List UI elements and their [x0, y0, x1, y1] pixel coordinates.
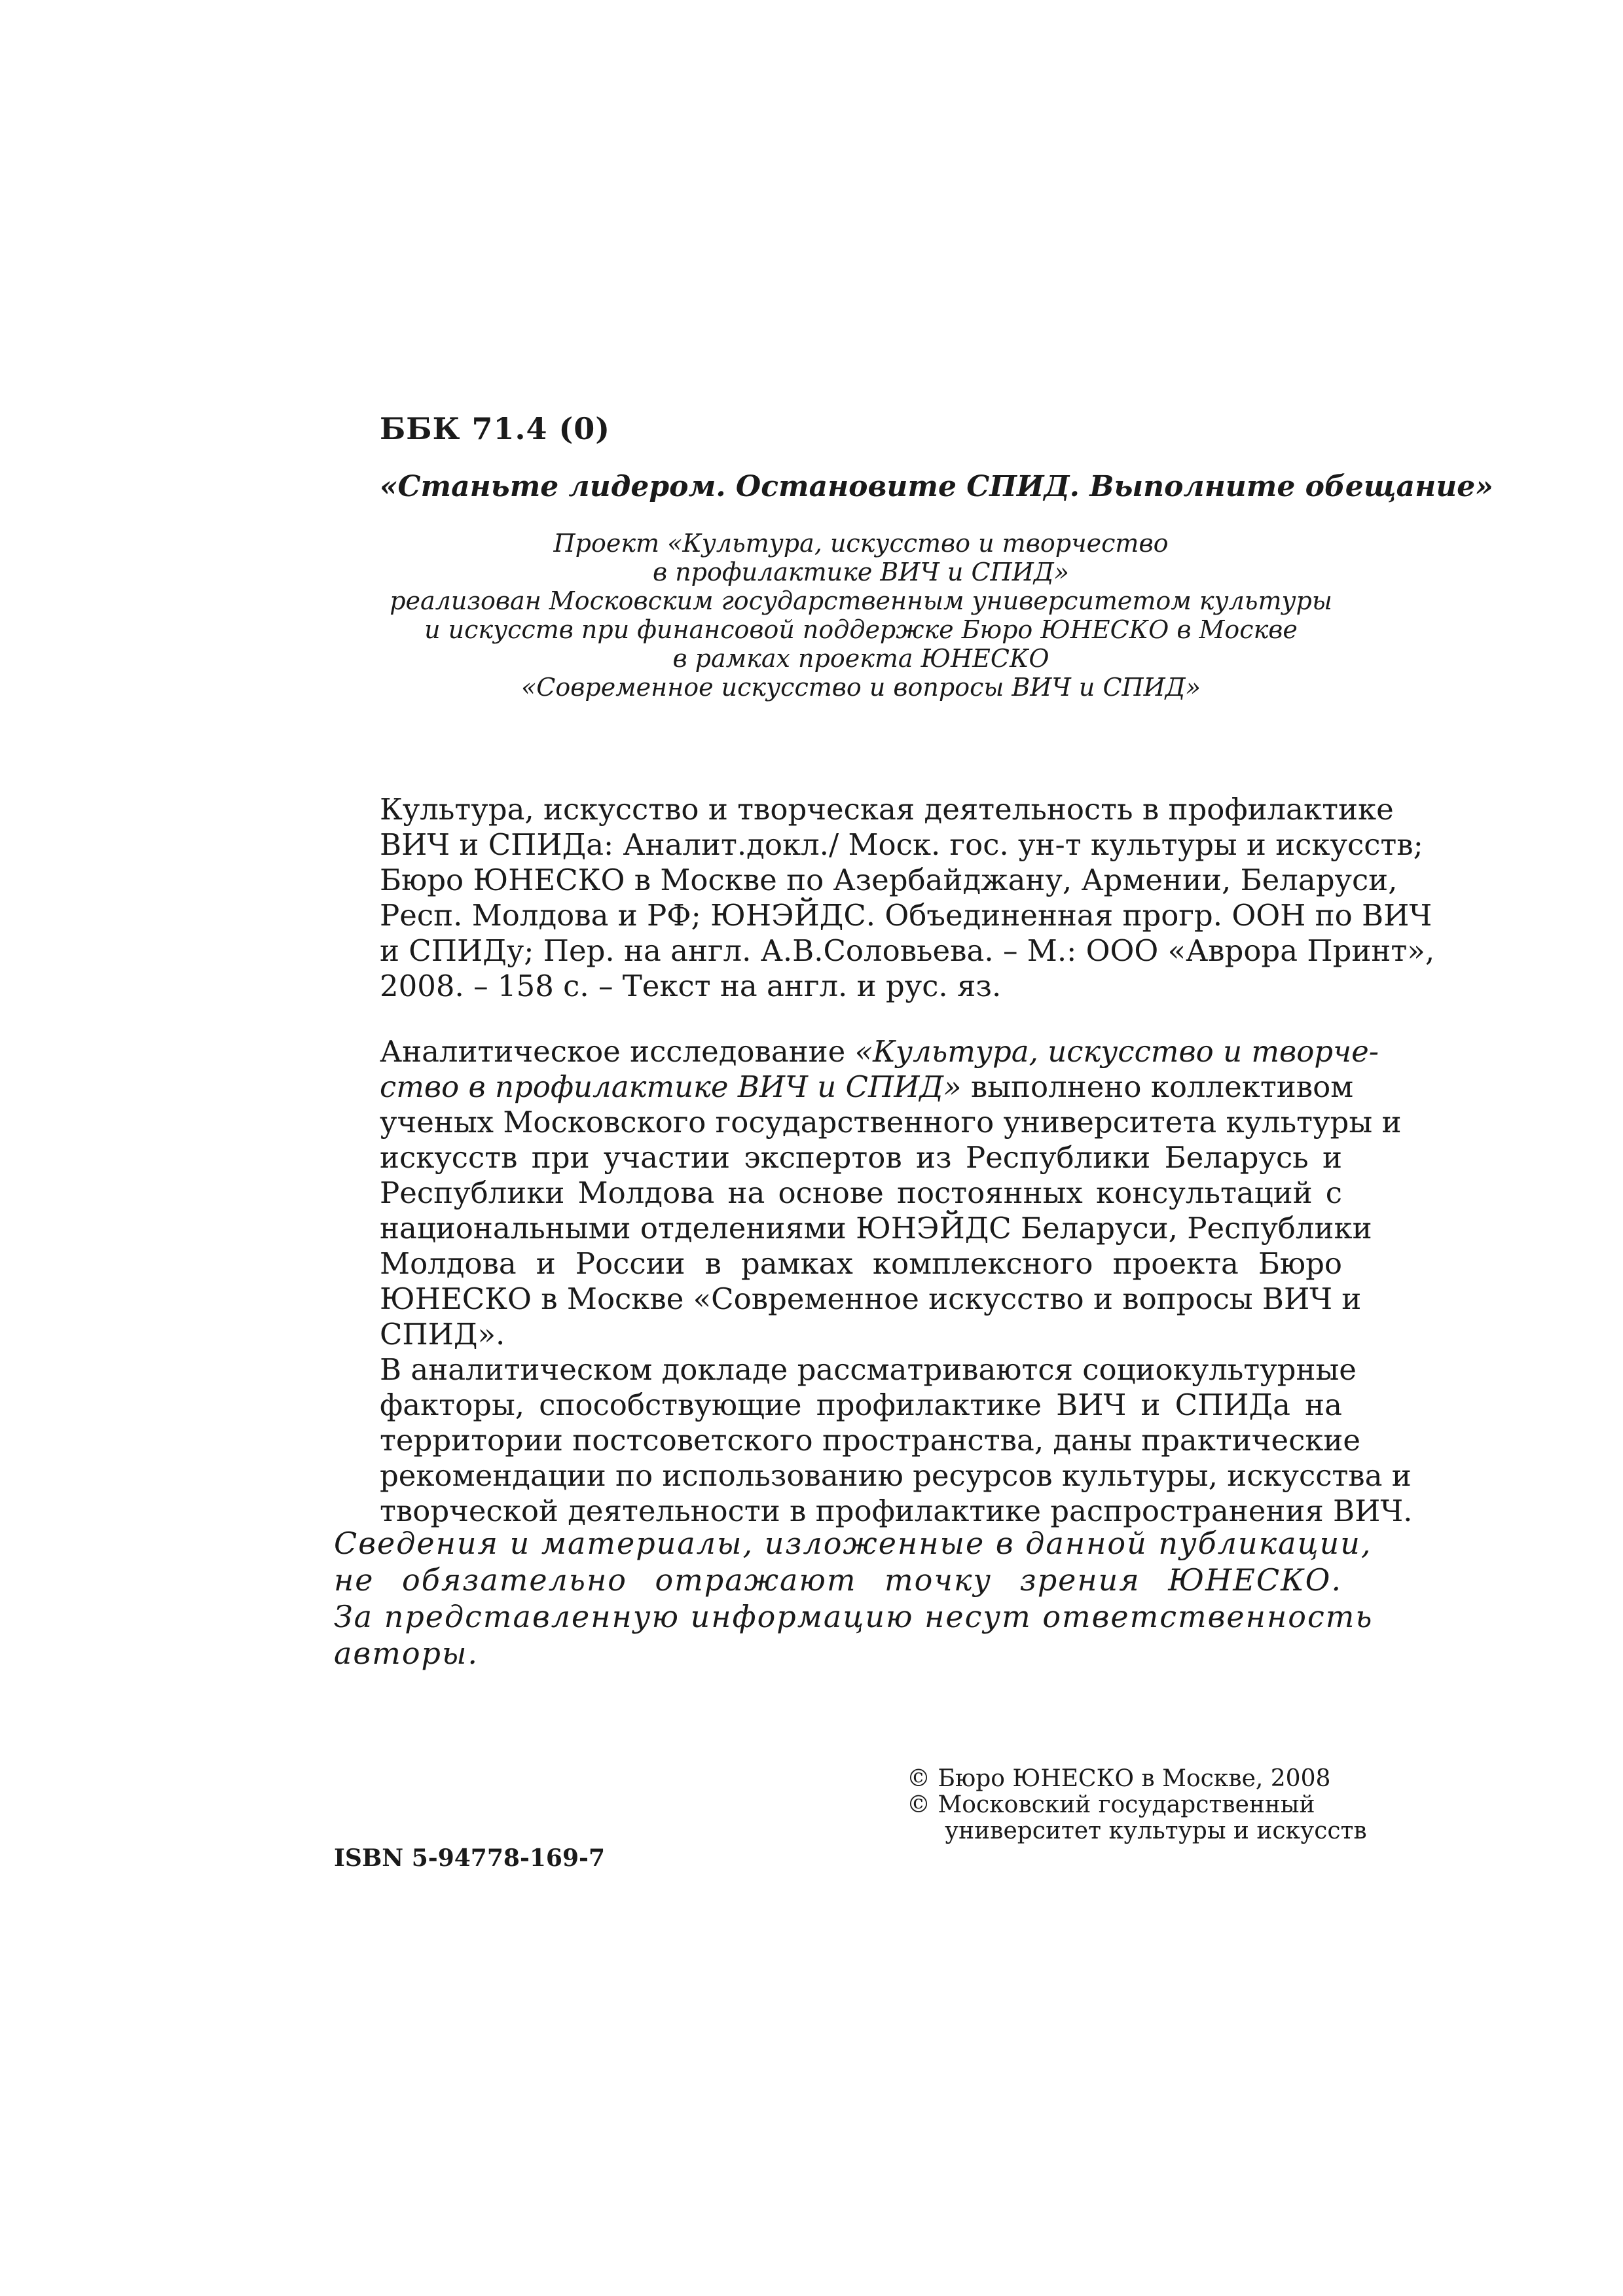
abstract-text: выполнено коллективом: [961, 1069, 1354, 1104]
bibliographic-line: ВИЧ и СПИДа: Аналит.докл./ Моск. гос. ун-т культуры и искусств;: [380, 827, 1423, 862]
bibliographic-line: Респ. Молдова и РФ; ЮНЭЙДС. Объединенная прогр. ООН по ВИЧ: [380, 898, 1432, 933]
copyright-line: университет культуры и искусств: [945, 1818, 1367, 1844]
abstract-line: ЮНЕСКО в Москве «Современное искусство и вопросы ВИЧ и: [380, 1282, 1362, 1316]
abstract-line: факторы, способствующие профилактике ВИЧ и СПИДа на: [380, 1388, 1342, 1422]
abstract-line: рекомендации по использованию ресурсов культуры, искусства и: [380, 1458, 1412, 1493]
project-note-line: и искусств при финансовой поддержке Бюро ЮНЕСКО в Москве: [424, 615, 1298, 644]
copyright-line: © Московский государственный: [907, 1791, 1315, 1818]
abstract-line: В аналитическом докладе рассматриваются социокультурные: [380, 1352, 1357, 1387]
bibliographic-line: Культура, искусство и творческая деятельность в профилактике: [380, 792, 1394, 827]
abstract-line: искусств при участии экспертов из Республики Беларусь и: [380, 1140, 1342, 1175]
abstract-line: ученых Московского государственного университета культуры и: [380, 1105, 1402, 1139]
copyright-line: © Бюро ЮНЕСКО в Москве, 2008: [907, 1765, 1331, 1792]
abstract-text: Аналитическое исследование: [380, 1034, 855, 1069]
abstract-line: национальными отделениями ЮНЭЙДС Беларуси, Республики: [380, 1211, 1372, 1246]
abstract-line: творческой деятельности в профилактике распространения ВИЧ.: [380, 1494, 1413, 1528]
disclaimer-line: Сведения и материалы, изложенные в данной публикации,: [334, 1526, 1372, 1561]
project-note: [380, 529, 1342, 702]
disclaimer-line: авторы.: [334, 1636, 479, 1671]
abstract: [380, 1034, 1413, 1529]
abstract-line: Молдова и России в рамках комплексного проекта Бюро: [380, 1246, 1342, 1281]
disclaimer: [334, 1525, 1374, 1672]
bibliographic-description: [380, 792, 1435, 1004]
abstract-line: территории постсоветского пространства, даны практические: [380, 1423, 1361, 1458]
disclaimer-line: не обязательно отражают точку зрения ЮНЕСКО.: [334, 1562, 1342, 1598]
abstract-line: [380, 1034, 1379, 1069]
abstract-line: [380, 1069, 1354, 1105]
bibliographic-line: Бюро ЮНЕСКО в Москве по Азербайджану, Армении, Беларуси,: [380, 863, 1398, 897]
abstract-line: Республики Молдова на основе постоянных консультаций с: [380, 1175, 1342, 1210]
abstract-line: СПИД».: [380, 1317, 505, 1352]
bbk-code: ББК 71.4 (0): [380, 411, 611, 446]
project-note-line: Проект «Культура, искусство и творчество: [553, 529, 1169, 558]
bibliographic-line: 2008. – 158 с. – Текст на англ. и рус. яз.: [380, 969, 1002, 1003]
copyright-block: [907, 1766, 1367, 1844]
bibliographic-line: и СПИДу; Пер. на англ. А.В.Соловьева. – М.: ООО «Аврора Принт»,: [380, 933, 1435, 968]
disclaimer-line: За представленную информацию несут ответственность: [334, 1599, 1374, 1634]
abstract-title-italic: «Культура, искусство и творче-: [854, 1034, 1379, 1069]
isbn: ISBN 5-94778-169-7: [334, 1844, 606, 1872]
slogan: «Станьте лидером. Остановите СПИД. Выполните обещание»: [380, 470, 1493, 503]
abstract-title-italic: ство в профилактике ВИЧ и СПИД»: [380, 1069, 962, 1104]
project-note-line: «Современное искусство и вопросы ВИЧ и СПИД»: [521, 673, 1201, 702]
project-note-line: реализован Московским государственным университетом культуры: [390, 586, 1332, 615]
project-note-line: в профилактике ВИЧ и СПИД»: [653, 558, 1069, 586]
project-note-line: в рамках проекта ЮНЕСКО: [672, 644, 1049, 673]
